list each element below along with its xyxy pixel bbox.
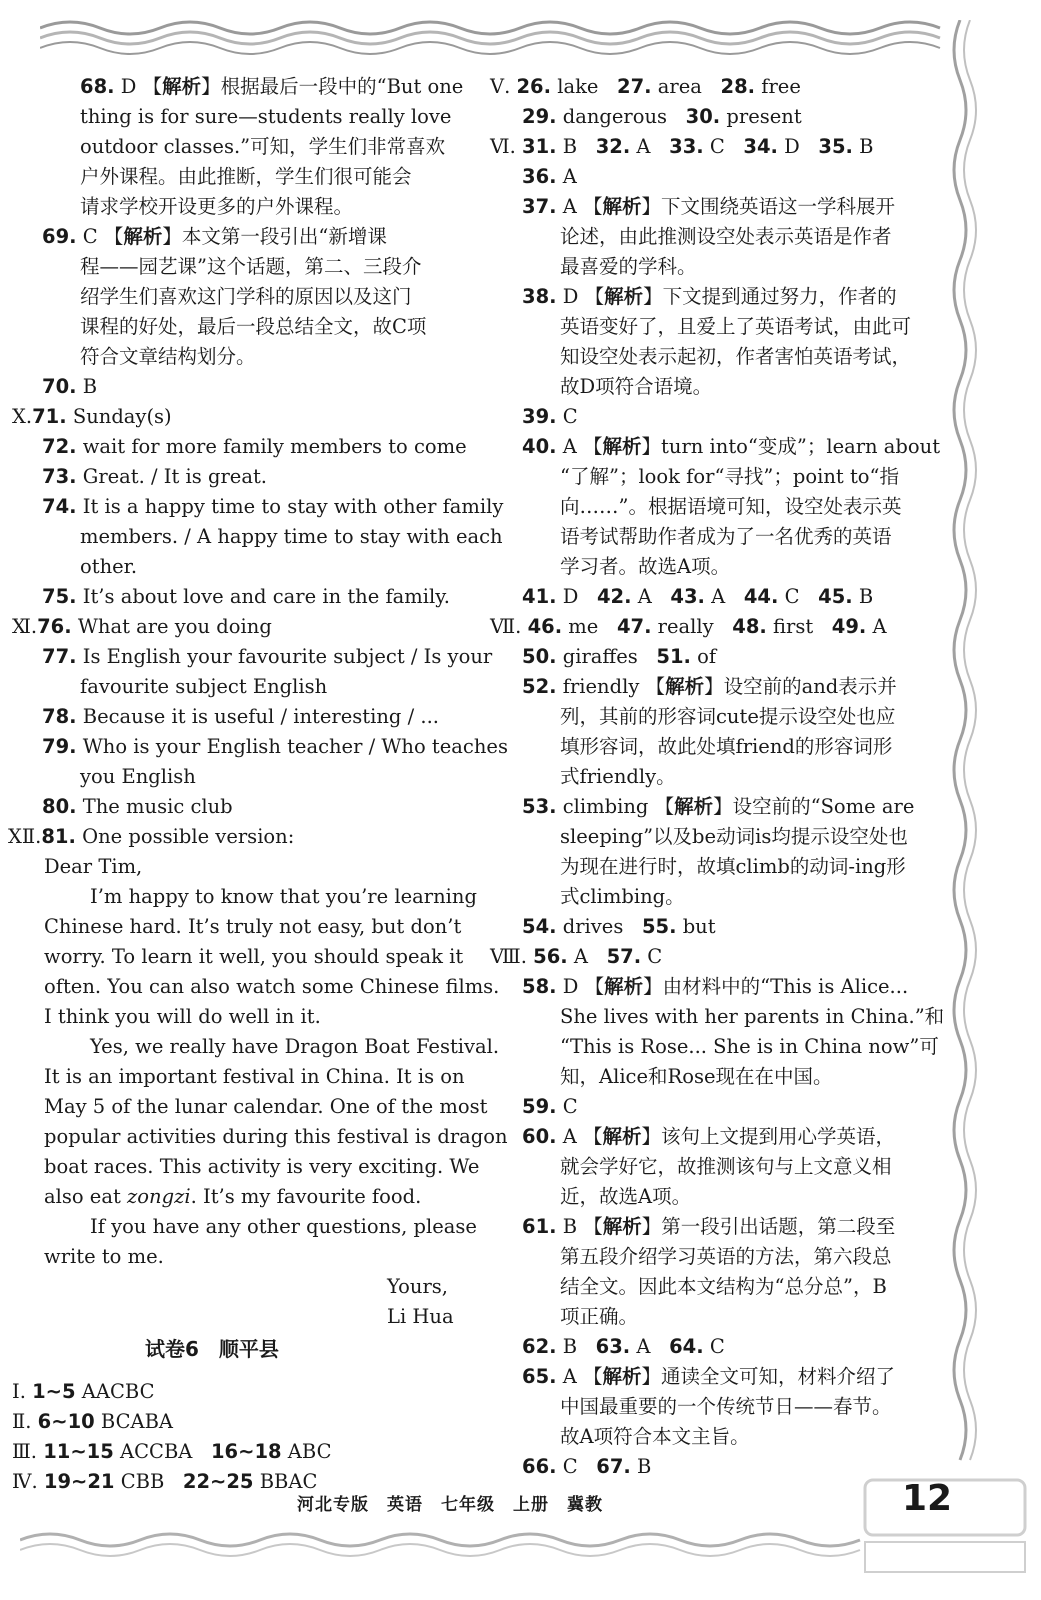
right-line: 59. C	[522, 1095, 578, 1118]
right-line: 36. A	[522, 165, 577, 188]
left-line: Ⅱ. 6~10 BCABA	[12, 1410, 174, 1433]
right-line: 故D项符合语境。	[560, 375, 713, 398]
left-line: Dear Tim,	[44, 855, 143, 878]
right-line: 37. A 【解析】下文围绕英语这一学科展开	[522, 195, 896, 218]
left-line: Ⅹ.71. Sunday(s)	[12, 405, 172, 428]
left-line: 74. It is a happy time to stay with other family	[42, 495, 504, 518]
right-line: 式friendly。	[560, 765, 676, 788]
right-line: 39. C	[522, 405, 578, 428]
right-line: sleeping”以及be动词is均提示设空处也	[560, 825, 908, 848]
right-line: 为现在进行时，故填climb的动词-ing形	[560, 855, 906, 878]
left-line: 73. Great. / It is great.	[42, 465, 267, 488]
decorative-wave-bottom	[20, 1520, 900, 1560]
right-line: 填形容词，故此处填friend的形容词形	[560, 735, 893, 758]
right-line: 41. D 42. A 43. A 44. C 45. B	[522, 585, 874, 608]
right-line: 29. dangerous 30. present	[522, 105, 802, 128]
left-line: I think you will do well in it.	[44, 1005, 321, 1028]
left-line: Ⅳ. 19~21 CBB 22~25 BBAC	[12, 1470, 318, 1493]
right-line: 向……”。根据语境可知，设空处表示英	[560, 495, 902, 518]
right-line: 52. friendly 【解析】设空前的and表示并	[522, 675, 897, 698]
right-line: 语考试帮助作者成为了一名优秀的英语	[560, 525, 892, 548]
left-line: 70. B	[42, 375, 98, 398]
left-line: 75. It’s about love and care in the family.	[42, 585, 450, 608]
left-line: 69. C 【解析】本文第一段引出“新增课	[42, 225, 387, 248]
left-line: 绍学生们喜欢这门学科的原因以及这门	[80, 285, 412, 308]
left-line: 请求学校开设更多的户外课程。	[80, 195, 354, 218]
section-title: 试卷6 顺平县	[145, 1337, 279, 1361]
left-line: favourite subject English	[80, 675, 328, 698]
left-line: 80. The music club	[42, 795, 233, 818]
right-line: Ⅷ. 56. A 57. C	[490, 945, 663, 968]
left-line: worry. To learn it well, you should speak it	[44, 945, 464, 968]
right-line: “This is Rose... She is in China now”可	[560, 1035, 939, 1058]
right-line: Ⅵ. 31. B 32. A 33. C 34. D 35. B	[490, 135, 874, 158]
right-line: 65. A 【解析】通读全文可知，材料介绍了	[522, 1365, 896, 1388]
left-line: thing is for sure—students really love	[80, 105, 452, 128]
left-line: 户外课程。由此推断，学生们很可能会	[80, 165, 412, 188]
left-line: Ⅲ. 11~15 ACCBA 16~18 ABC	[12, 1440, 332, 1463]
decorative-wave-top	[40, 8, 970, 56]
right-line: 60. A 【解析】该句上文提到用心学英语，	[522, 1125, 896, 1148]
right-line: 62. B 63. A 64. C	[522, 1335, 725, 1358]
left-line: Ⅰ. 1~5 AACBC	[12, 1380, 155, 1403]
left-line: boat races. This activity is very exciting. We	[44, 1155, 480, 1178]
right-line: 61. B 【解析】第一段引出话题，第二段至	[522, 1215, 896, 1238]
left-line: Chinese hard. It’s truly not easy, but don’t	[44, 915, 462, 938]
right-line: 英语变好了，且爱上了英语考试，由此可	[560, 315, 912, 338]
left-line: 符合文章结构划分。	[80, 345, 256, 368]
right-line: 故A项符合本文主旨。	[560, 1425, 750, 1448]
left-line: outdoor classes.”可知，学生们非常喜欢	[80, 135, 446, 158]
right-line: 最喜爱的学科。	[560, 255, 697, 278]
left-line: Yours,	[387, 1275, 449, 1298]
left-line: members. / A happy time to stay with each	[80, 525, 503, 548]
right-line: 项正确。	[560, 1305, 639, 1328]
right-line: 论述，由此推测设空处表示英语是作者	[560, 225, 892, 248]
right-line: 中国最重要的一个传统节日——春节。	[560, 1395, 892, 1418]
footer-text: 河北专版 英语 七年级 上册 冀教	[297, 1495, 603, 1515]
right-line: 就会学好它，故推测该句与上文意义相	[560, 1155, 892, 1178]
watermark-logo	[855, 1470, 1035, 1580]
left-line: 72. wait for more family members to come	[42, 435, 467, 458]
right-line: 结全文。因此本文结构为“总分总”，B	[560, 1275, 887, 1298]
right-line: 40. A 【解析】turn into“变成”；learn about	[522, 435, 941, 458]
left-line: Yes, we really have Dragon Boat Festival.	[90, 1035, 500, 1058]
right-line: 知，Alice和Rose现在在中国。	[560, 1065, 833, 1088]
right-line: 学习者。故选A项。	[560, 555, 731, 578]
left-line: 68. D 【解析】根据最后一段中的“But one	[80, 75, 464, 98]
right-line: Ⅴ. 26. lake 27. area 28. free	[490, 75, 801, 98]
right-line: 54. drives 55. but	[522, 915, 716, 938]
right-line: Ⅶ. 46. me 47. really 48. first 49. A	[490, 615, 887, 638]
left-line: you English	[80, 765, 196, 788]
page-number: 12	[902, 1478, 953, 1519]
left-line: 课程的好处，最后一段总结全文，故C项	[80, 315, 427, 338]
left-line: write to me.	[44, 1245, 164, 1268]
left-line: I’m happy to know that you’re learning	[90, 885, 477, 908]
right-line: 第五段介绍学习英语的方法，第六段总	[560, 1245, 892, 1268]
left-line: If you have any other questions, please	[90, 1215, 477, 1238]
left-line: often. You can also watch some Chinese films.	[44, 975, 500, 998]
left-line: Ⅺ.76. What are you doing	[12, 615, 272, 638]
left-line: other.	[80, 555, 138, 578]
left-line: 程——园艺课”这个话题，第二、三段介	[80, 255, 422, 278]
right-line: 式climbing。	[560, 885, 685, 908]
left-line: Li Hua	[387, 1305, 454, 1328]
left-line: 79. Who is your English teacher / Who teaches	[42, 735, 508, 758]
right-line: “了解”；look for“寻找”；point to“指	[560, 465, 899, 488]
right-line: 38. D 【解析】下文提到通过努力，作者的	[522, 285, 897, 308]
right-line: 58. D 【解析】由材料中的“This is Alice...	[522, 975, 909, 998]
left-line: May 5 of the lunar calendar. One of the most	[44, 1095, 488, 1118]
left-line: ⅩⅡ.81. One possible version:	[8, 825, 295, 848]
right-line: 知设空处表示起初，作者害怕英语考试，	[560, 345, 912, 368]
left-line: 78. Because it is useful / interesting / ...	[42, 705, 439, 728]
right-line: She lives with her parents in China.”和	[560, 1005, 945, 1028]
right-line: 66. C 67. B	[522, 1455, 652, 1478]
right-line: 列，其前的形容词cute提示设空处也应	[560, 705, 896, 728]
left-line: It is an important festival in China. It is on	[44, 1065, 465, 1088]
decorative-wave-right	[940, 20, 980, 1480]
right-line: 53. climbing 【解析】设空前的“Some are	[522, 795, 915, 818]
left-line: 77. Is English your favourite subject / Is your	[42, 645, 493, 668]
right-line: 近，故选A项。	[560, 1185, 692, 1208]
left-line: also eat zongzi. It’s my favourite food.	[44, 1185, 422, 1208]
left-line: popular activities during this festival is dragon	[44, 1125, 508, 1148]
right-line: 50. giraffes 51. of	[522, 645, 717, 668]
